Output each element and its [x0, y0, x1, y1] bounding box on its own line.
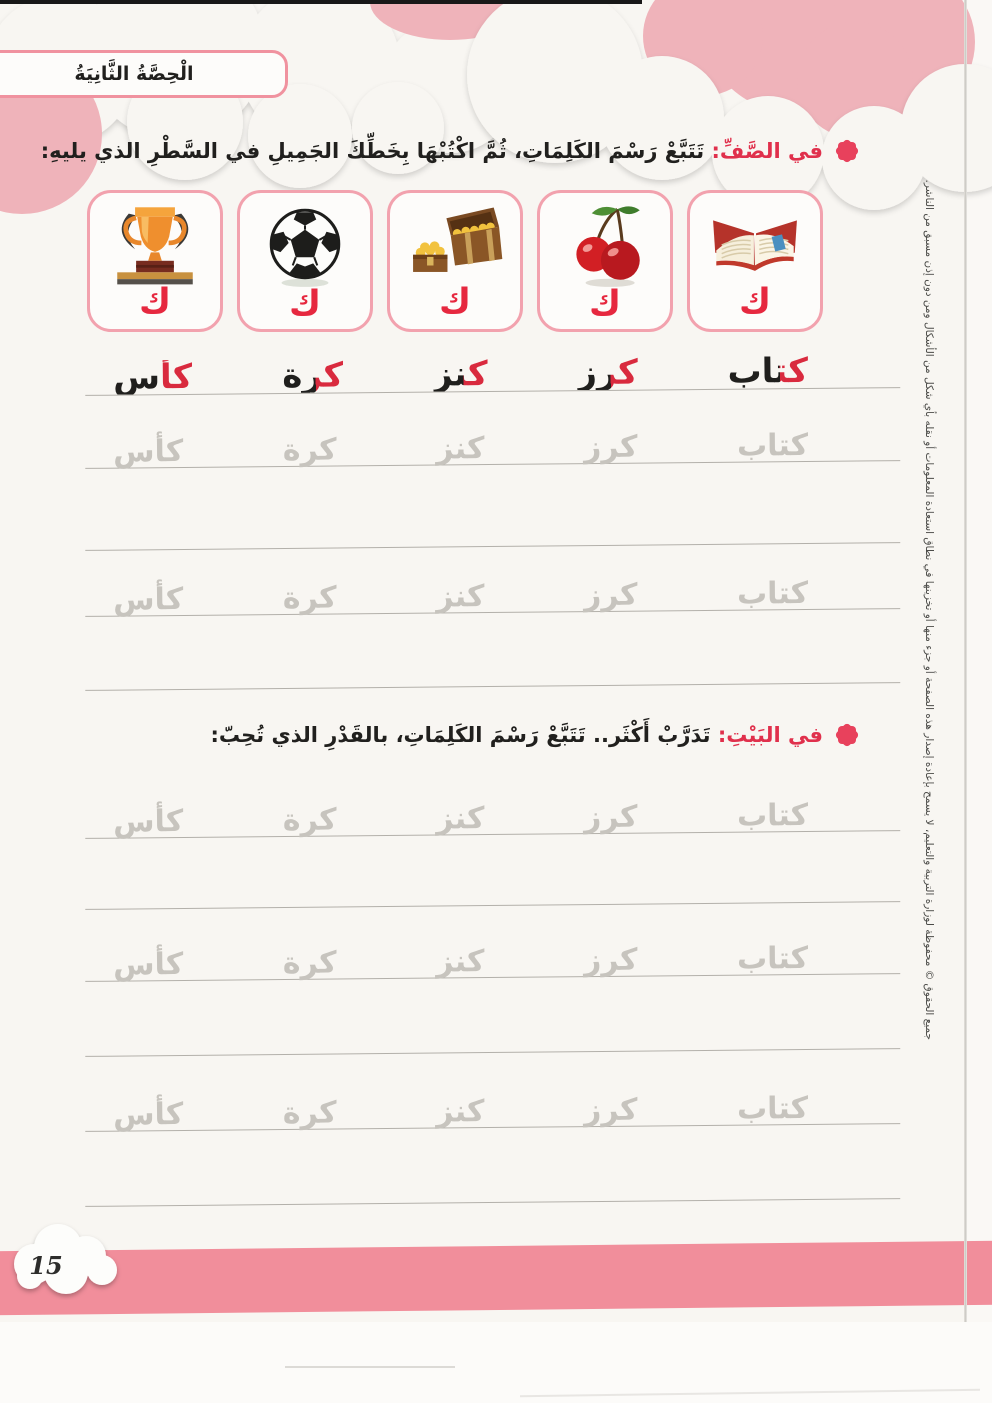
copyright-sidebar-text: جميع الحقوق © محفوظة لوزارة التربية والتعليم، لا يسمح بإعادة إصدار هذه الصفحة أو جزء منها أو تخزينها في نطاق استعادة المعلومات أو نقله بأي شكل من الأشكال ومن دون إذن مسبق من الناشر.: [923, 179, 935, 1040]
traced-word: كرة: [282, 945, 337, 982]
empty-writing-line: [85, 991, 901, 1057]
traced-word: كأس: [112, 946, 184, 983]
traced-word: كرز: [583, 942, 638, 979]
class-instruction-label: في الصَّفِّ:: [711, 139, 823, 163]
traced-words-row: [85, 1066, 901, 1132]
scan-smudge: [520, 1389, 980, 1397]
model-word: كرز: [577, 352, 639, 394]
traced-word: كرة: [282, 580, 337, 617]
football-icon: [259, 201, 351, 289]
home-instruction: [211, 720, 862, 750]
class-instruction-text: تَتَبَّعْ رَسْمَ الكَلِمَاتِ، ثُمَّ اكْتُبْهَا بِخَطِّكَ الجَمِيلِ في السَّطْرِ الذي يليهِ:: [40, 139, 705, 163]
traced-word: كنز: [436, 944, 485, 980]
card-book: [687, 190, 823, 332]
scan-edge-artifact: [0, 0, 642, 4]
model-word: كرة: [282, 355, 344, 397]
empty-writing-line: [85, 485, 901, 551]
session-badge-label: الْحِصَّةُ الثَّانِيَةُ: [74, 63, 194, 85]
flower-bullet-icon: [832, 720, 862, 750]
traced-word: كرز: [583, 577, 638, 614]
traced-word: كتاب: [736, 940, 809, 977]
traced-word: كأس: [112, 803, 184, 840]
traced-word: كتاب: [736, 1090, 809, 1127]
card-football: [237, 190, 373, 332]
traced-word: كتاب: [736, 427, 809, 464]
empty-writing-line: [85, 844, 901, 910]
card-letter: ك: [738, 282, 772, 322]
card-letter: ك: [438, 282, 472, 322]
traced-word: كأس: [112, 1096, 184, 1133]
traced-word: كرز: [583, 799, 638, 836]
traced-word: كنز: [436, 579, 485, 615]
card-cherries: [537, 190, 673, 332]
card-letter: ك: [288, 284, 322, 324]
home-instruction-label: في البَيْتِ:: [717, 723, 823, 747]
traced-word: كرز: [583, 1092, 638, 1129]
traced-word: كأس: [112, 433, 184, 470]
traced-word: كنز: [436, 431, 485, 467]
model-words-row: [85, 330, 901, 396]
traced-word: كرة: [282, 802, 337, 839]
page-number-cloud: [4, 1216, 134, 1300]
traced-word: كتاب: [736, 575, 809, 612]
model-word: كأس: [112, 356, 193, 398]
flower-bullet-icon: [832, 136, 862, 166]
home-instruction-text: تَدَرَّبْ أَكْثَر.. تَتَبَّعْ رَسْمَ الكَلِمَاتِ، بالقَدْرِ الذي تُحِبّ:: [210, 723, 711, 747]
page-fold-line: [964, 0, 967, 1322]
traced-word: كتاب: [736, 797, 809, 834]
treasure-chest-icon: [405, 201, 505, 287]
model-word: كنز: [432, 354, 488, 395]
card-letter: ك: [588, 284, 622, 324]
traced-words-row: [85, 403, 901, 469]
empty-writing-line: [85, 625, 901, 691]
footer-bar: [0, 1241, 992, 1316]
traced-word: كنز: [436, 1094, 485, 1130]
traced-word: كرة: [282, 1095, 337, 1132]
book-icon: [705, 201, 805, 287]
cherries-icon: [559, 201, 651, 289]
empty-writing-line: [85, 1141, 901, 1207]
traced-word: كرة: [282, 432, 337, 469]
card-treasure-chest: [387, 190, 523, 332]
page-number: 15: [29, 1251, 63, 1280]
session-badge: [0, 50, 288, 98]
traced-words-row: [85, 916, 901, 982]
card-letter: ك: [138, 282, 172, 322]
picture-cards-row: [85, 190, 823, 332]
traced-words-row: [85, 551, 901, 617]
scan-smudge: [285, 1366, 455, 1368]
trophy-icon: [105, 201, 205, 287]
card-trophy: [87, 190, 223, 332]
traced-word: كرز: [583, 429, 638, 466]
class-instruction: [41, 136, 862, 166]
traced-words-row: [85, 773, 901, 839]
traced-word: كأس: [112, 581, 184, 618]
model-word: كتاب: [727, 350, 809, 392]
traced-word: كنز: [436, 801, 485, 837]
